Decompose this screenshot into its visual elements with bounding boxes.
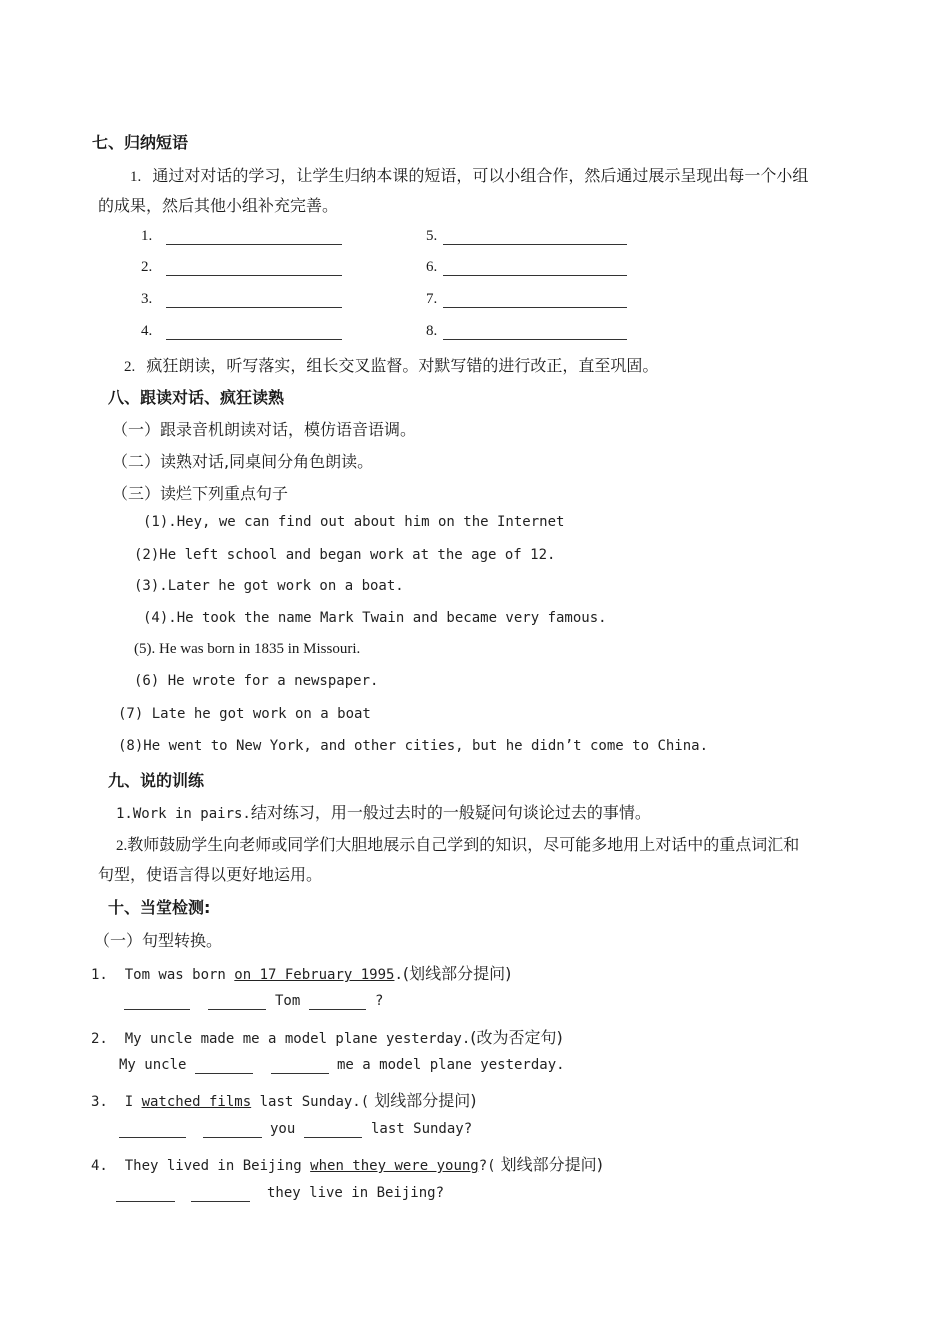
- blank-label-8: 8.: [426, 323, 438, 339]
- q1-post: .: [394, 967, 403, 983]
- s7-p2-num: 2.: [124, 359, 136, 375]
- s9-line-1-cn: 结对练习，用一般过去时的一般疑问句谈论过去的事情。: [250, 803, 651, 822]
- section-10-heading: 十、当堂检测:: [108, 898, 211, 917]
- question-1: [91, 961, 511, 984]
- s7-p1-line2: 的成果，然后其他小组补充完善。: [98, 196, 339, 215]
- q1-blank-3[interactable]: [309, 995, 366, 1010]
- q3-ans-post: last Sunday?: [371, 1121, 473, 1137]
- q4-blank-1[interactable]: [116, 1187, 175, 1202]
- s9-line-2: [116, 832, 799, 855]
- q4-note: 划线部分提问): [495, 1155, 603, 1174]
- sentence-2: (2)He left school and began work at the age of 12.: [134, 547, 556, 563]
- sentence-3: (3).Later he got work on a boat.: [134, 578, 404, 594]
- section-8-heading: 八、跟读对话、疯狂读熟: [108, 388, 285, 407]
- q1-qmark: ?: [375, 993, 384, 1009]
- q2-blank-1[interactable]: [195, 1059, 253, 1074]
- blank-line-6[interactable]: [443, 261, 627, 276]
- q1-underlined: on 17 February 1995: [234, 967, 395, 983]
- q2-ans-post: me a model plane yesterday.: [337, 1057, 565, 1073]
- q1-blank-1[interactable]: [124, 995, 190, 1010]
- q3-post: last Sunday.(: [251, 1094, 370, 1110]
- blank-line-4[interactable]: [166, 325, 342, 340]
- blank-label-5: 5.: [426, 228, 438, 244]
- blank-label-3: 3.: [141, 291, 153, 307]
- blank-line-8[interactable]: [443, 325, 627, 340]
- sentence-8: (8)He went to New York, and other cities, but he didn’t come to China.: [118, 738, 709, 754]
- s8-item-1: （一）跟录音机朗读对话，模仿语音语调。: [112, 420, 417, 439]
- q4-post: ?(: [478, 1158, 496, 1174]
- s9-line-1: [116, 800, 651, 823]
- question-2: [91, 1025, 563, 1048]
- blank-label-6: 6.: [426, 259, 438, 275]
- s9-line-2-text: 教师鼓励学生向老师或同学们大胆地展示自己学到的知识，尽可能多地用上对话中的重点词汇和: [127, 835, 800, 854]
- blank-line-2[interactable]: [166, 261, 342, 276]
- q3-underlined: watched films: [141, 1094, 252, 1110]
- sentence-1: (1).Hey, we can find out about him on the Internet: [143, 514, 565, 530]
- q4-underlined: when they were young: [310, 1158, 479, 1174]
- blank-line-1[interactable]: [166, 230, 342, 245]
- q3-note: 划线部分提问): [369, 1091, 477, 1110]
- sentence-4: (4).He took the name Mark Twain and became very famous.: [143, 610, 607, 626]
- s9-line-3: 句型，使语言得以更好地运用。: [98, 865, 323, 884]
- blank-label-7: 7.: [426, 291, 438, 307]
- blank-label-1: 1.: [141, 228, 153, 244]
- q1-tom: Tom: [275, 993, 301, 1009]
- q4-pre: 4. They lived in Beijing: [91, 1158, 311, 1174]
- q2-text: 2. My uncle made me a model plane yesterday.: [91, 1031, 471, 1047]
- q3-blank-1[interactable]: [119, 1123, 186, 1138]
- s7-p1-num: 1.: [130, 169, 142, 185]
- s8-item-3: （三）读烂下列重点句子: [112, 484, 289, 503]
- s9-line-1-en: 1.Work in pairs.: [116, 806, 251, 822]
- sentence-5: (5). He was born in 1835 in Missouri.: [134, 641, 361, 657]
- q3-pre: 3. I: [91, 1094, 142, 1110]
- s7-p1-text: 通过对对话的学习，让学生归纳本课的短语，可以小组合作，然后通过展示呈现出每一个小组: [152, 166, 809, 185]
- q1-note: (划线部分提问): [402, 964, 512, 983]
- sentence-7: (7) Late he got work on a boat: [118, 706, 371, 722]
- q2-blank-2[interactable]: [271, 1059, 329, 1074]
- question-3: [91, 1088, 477, 1111]
- s7-p2-text: 疯狂朗读，听写落实，组长交叉监督。对默写错的进行改正，直至巩固。: [146, 356, 659, 375]
- s8-item-2: （二）读熟对话,同桌间分角色朗读。: [112, 452, 374, 471]
- q3-blank-3[interactable]: [304, 1123, 362, 1138]
- section-9-heading: 九、说的训练: [108, 771, 205, 790]
- sentence-6: (6) He wrote for a newspaper.: [134, 673, 379, 689]
- s7-p1-line1: [130, 163, 808, 186]
- q3-blank-2[interactable]: [203, 1123, 262, 1138]
- q2-note: (改为否定句): [470, 1028, 563, 1047]
- question-4: [91, 1152, 603, 1175]
- q3-you: you: [270, 1121, 296, 1137]
- blank-label-4: 4.: [141, 323, 153, 339]
- q1-pre: 1. Tom was born: [91, 967, 235, 983]
- q1-blank-2[interactable]: [208, 995, 266, 1010]
- q4-blank-2[interactable]: [191, 1187, 250, 1202]
- blank-line-7[interactable]: [443, 293, 627, 308]
- section-7-heading: 七、归纳短语: [92, 133, 189, 152]
- q2-ans-pre: My uncle: [119, 1057, 187, 1073]
- q4-ans-post: they live in Beijing?: [267, 1185, 445, 1201]
- s9-line-2-num: 2.: [116, 838, 128, 854]
- blank-label-2: 2.: [141, 259, 153, 275]
- s7-p2: [124, 353, 658, 376]
- blank-line-3[interactable]: [166, 293, 342, 308]
- blank-line-5[interactable]: [443, 230, 627, 245]
- s10-subheading: （一）句型转换。: [94, 931, 223, 950]
